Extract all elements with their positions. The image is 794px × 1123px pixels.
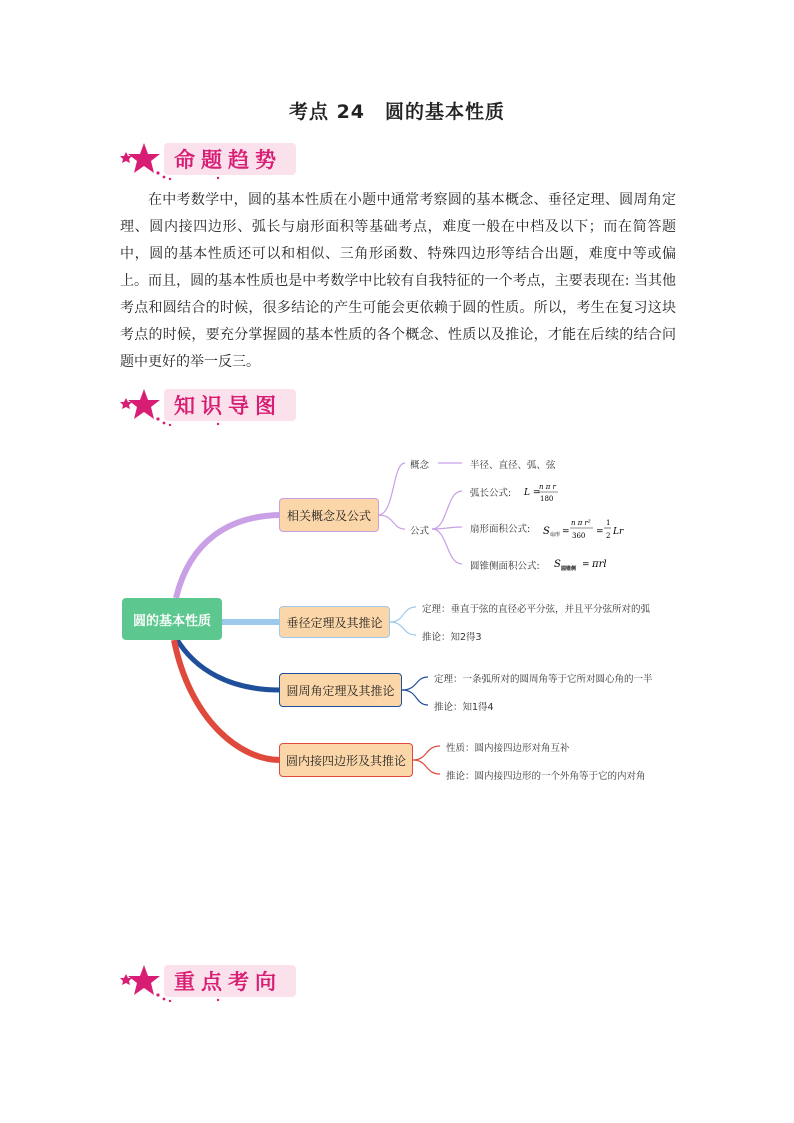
cone-area-formula [552, 553, 637, 575]
svg-text:Lr: Lr [613, 527, 624, 537]
svg-text:=: = [582, 560, 590, 570]
svg-text:扇形: 扇形 [550, 532, 561, 538]
svg-text:180: 180 [540, 495, 554, 503]
arc-length-label: 弧长公式: [470, 488, 512, 499]
section-title-focus: 重点考向 [174, 970, 282, 994]
svg-text:=: = [562, 527, 570, 537]
sector-area-label: 扇形面积公式: [470, 524, 531, 535]
svg-text:360: 360 [572, 532, 586, 540]
perpendicular-corollary: 推论：知2得3 [422, 632, 482, 643]
cyclic-quad-corollary: 推论：圆内接四边形的一个外角等于它的内对角 [446, 771, 646, 782]
svg-text:2: 2 [606, 532, 611, 540]
inscribed-angle-corollary: 推论：知1得4 [434, 702, 494, 713]
cyclic-quad-property: 性质：圆内接四边形对角互补 [446, 743, 570, 754]
branch-cyclic-quadrilateral: 圆内接四边形及其推论 [279, 743, 413, 777]
svg-text:S: S [543, 526, 550, 537]
intro-text: 在中考数学中，圆的基本性质在小题中通常考察圆的基本概念、垂径定理、圆周角定理、圆内接四边形、弧长与扇形面积等基础考点，难度一般在中档及以下；而在简答题中，圆的基本性质还可以和相似、三角形函数、特殊四边形等结合出题，难度中等或偏上。而且，圆的基本性质也是中考数学中比较有自我特征的一个考点，主要表现在: 当其他考点和圆结合的时候，很多结论的产生可能会更依赖于圆的性质。所以，考生在复习这块考点的时候，要充分掌握圆的基本性质的各个概念、性质以及推论，才能在后续的结合问题中更好的举一反三。 [120, 192, 676, 370]
svg-text:n π r: n π r [539, 483, 556, 491]
concept-label: 概念 [410, 460, 430, 471]
svg-text:=: = [596, 527, 604, 537]
branch-perpendicular-diameter: 垂径定理及其推论 [279, 606, 390, 638]
branch-related-concepts: 相关概念及公式 [279, 498, 379, 532]
svg-text:1: 1 [606, 519, 611, 527]
page-title: 考点 24 圆的基本性质 [288, 101, 506, 123]
svg-text:n π r²: n π r² [571, 519, 591, 527]
perpendicular-theorem: 定理：垂直于弦的直径必平分弦，并且平分弦所对的弧 [422, 604, 651, 615]
svg-text:S: S [554, 559, 561, 570]
svg-text:πrl: πrl [592, 559, 607, 570]
arc-length-formula [522, 480, 562, 506]
inscribed-angle-theorem: 定理：一条弧所对的圆周角等于它所对圆心角的一半 [434, 674, 653, 685]
cone-area-label: 圆锥侧面积公式: [470, 561, 540, 572]
formula-label: 公式 [410, 526, 430, 537]
mindmap-root: 圆的基本性质 [122, 598, 222, 640]
svg-text:圆锥侧: 圆锥侧 [561, 566, 577, 572]
section-title-trend: 命题趋势 [174, 148, 282, 172]
concept-items: 半径、直径、弧、弦 [470, 460, 556, 471]
svg-text:L =: L = [524, 488, 541, 498]
branch-inscribed-angle: 圆周角定理及其推论 [279, 673, 402, 707]
sector-area-formula [541, 514, 631, 546]
section-title-map: 知识导图 [174, 394, 282, 418]
section-banner-focus [118, 962, 298, 1002]
